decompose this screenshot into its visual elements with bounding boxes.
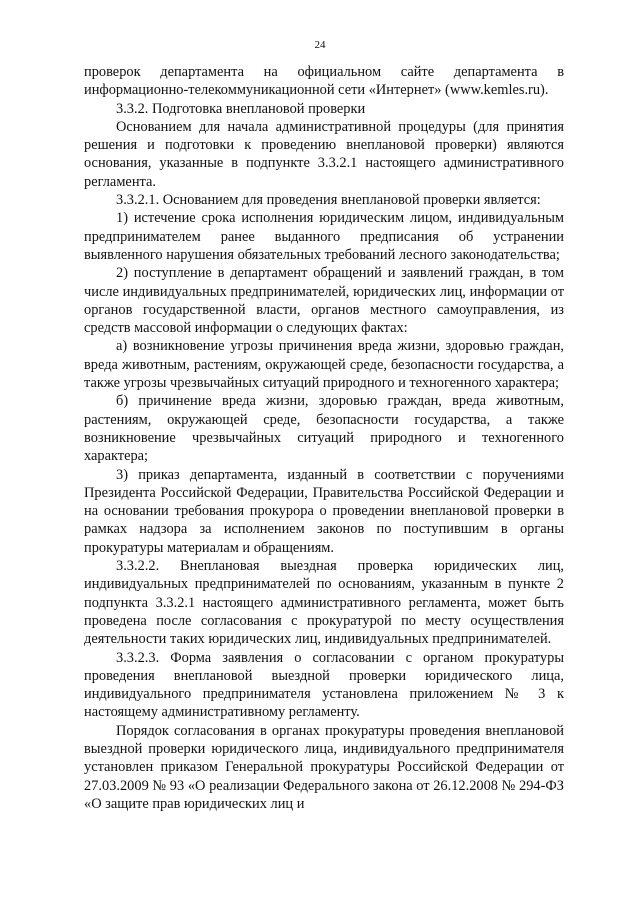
- paragraph-procedure: Порядок согласования в органах прокуратуры проведения внеплановой выездной проверки юридического лица, индивидуального предпринимателя установлен приказом Генеральной прокуратуры Российской Федерации от 27.03.2009 № 93 «О реализации Федерального закона от 26.12.2008 № 294-ФЗ «О защите прав юридических лиц и: [84, 722, 564, 812]
- list-item-3: 3) приказ департамента, изданный в соответствии с поручениями Президента Российской Федерации, Правительства Российской Федерации и на основании требования прокурора о проведении внеплановой проверки в рамках надзора за исполнением законов по поступившим в органы прокуратуры материалам и обращениям.: [84, 466, 564, 556]
- page-number: 24: [314, 39, 326, 51]
- list-item-2a: а) возникновение угрозы причинения вреда жизни, здоровью граждан, вреда животным, растениям, окружающей среде, безопасности государства, а также угрозы чрезвычайных ситуаций природного и техногенного характера;: [84, 338, 564, 392]
- document-body: [84, 63, 564, 813]
- list-item-1: 1) истечение срока исполнения юридическим лицом, индивидуальным предпринимателем ранее выданного предписания об устранении выявленного нарушения обязательных требований лесного законодательства;: [84, 210, 564, 263]
- list-item-2: 2) поступление в департамент обращений и заявлений граждан, в том числе индивидуальных предпринимателей, юридических лиц, информации от органов государственной власти, органов местного самоуправления, из средств массовой информации о следующих фактах:: [84, 265, 564, 337]
- paragraph-3-3-2-1: 3.3.2.1. Основанием для проведения внеплановой проверки является:: [116, 192, 541, 209]
- paragraph-3-3-2-2: 3.3.2.2. Внеплановая выездная проверка юридических лиц, индивидуальных предпринимателей по основаниям, указанным в пункте 2 подпункта 3.3.2.1 настоящего административного регламента, может быть проведена после согласования с прокуратурой по месту осуществления деятельности таких юридических лиц, индивидуальных предпринимателей.: [84, 558, 564, 648]
- paragraph-continuation: проверок департамента на официальном сайте департамента в информационно-телекоммуникационной сети «Интернет» (www.kemles.ru).: [84, 64, 564, 99]
- paragraph-3-3-2-3: 3.3.2.3. Форма заявления о согласовании с органом прокуратуры проведения внеплановой выездной проверки юридического лица, индивидуального предпринимателя установлена приложением № 3 к настоящему административному регламенту.: [84, 649, 564, 721]
- paragraph-grounds: Основанием для начала административной процедуры (для принятия решения и подготовки к проведению внеплановой проверки) являются основания, указанные в подпункте 3.3.2.1 настоящего административного регламента.: [84, 118, 564, 190]
- section-heading-3-3-2: 3.3.2. Подготовка внеплановой проверки: [116, 100, 366, 117]
- list-item-2b: б) причинение вреда жизни, здоровью граждан, вреда животным, растениям, окружающей среде, безопасности государства, а также возникновение чрезвычайных ситуаций природного и техногенного характера;: [84, 393, 564, 465]
